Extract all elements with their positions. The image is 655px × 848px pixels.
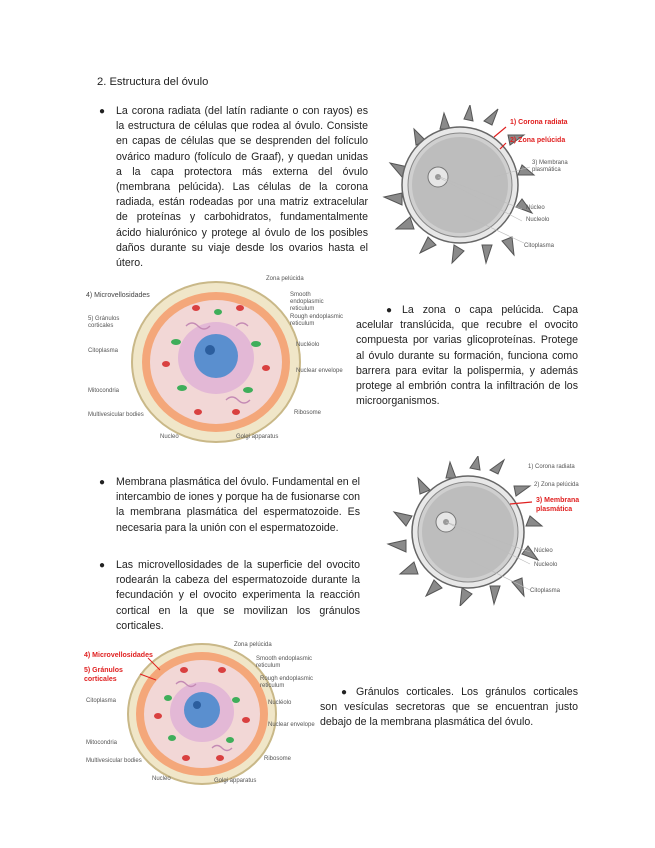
label-nucleo-bottom: Nucleo [160,434,179,440]
label-citoplasma: Citoplasma [88,348,119,354]
label-nucleo: Núcleo [526,205,545,211]
label-nucleolo: Nucleolo [534,562,558,568]
label-multivesicular-bodies: Multivesicular bodies [86,758,142,764]
label-corona-radiata: 1) Corona radiata [528,464,575,470]
label-ribosome: Ribosome [264,756,292,762]
label-membrana-plasmatica: 3) Membrana plasmática [532,160,568,173]
label-smooth-er: Smooth endoplasmic reticulum [290,292,324,312]
label-granulos-corticales: 5) Gránulos corticales [84,667,123,683]
label-corona-radiata: 1) Corona radiata [510,119,568,126]
label-nuclear-envelope: Nuclear envelope [296,368,343,374]
label-nucleolo: Nucléolo [296,342,320,348]
paragraph-granulos-corticales: Gránulos corticales. Los gránulos corticales son vesículas secretoras que se encuentran justo debajo de la membrana plasmática del óvulo. [320,686,578,729]
label-citoplasma: Citoplasma [86,698,117,704]
label-zona-pelucida: 2) Zona pelúcida [510,137,566,144]
label-golgi: Golgi apparatus [214,778,257,784]
label-citoplasma: Citoplasma [524,243,555,249]
label-microvellosidades: 4) Microvellosidades [86,292,150,299]
label-membrana-plasmatica: 3) Membrana plasmática [536,497,580,513]
paragraph-membrana-plasmatica: Membrana plasmática del óvulo. Fundamental en el intercambio de iones y porque ha de fusionarse con la membrana plasmática del espermatozoide. Es necesaria para la unión con el espermatozoide. [116,476,360,534]
label-zona-pelucida: Zona pelúcida [266,276,304,282]
paragraph-microvellosidades: Las microvellosidades de la superficie del ovocito rodearán la cabeza del espermatozoide durante la fecundación y el ovocito experimenta la reacción cortical en la que se movilizan los gránulos corticales. [116,559,360,632]
paragraph-corona-radiata: La corona radiata (del latín radiante o con rayos) es la estructura de células que rodea al óvulo. Consiste en capas de células que se desprenden del folículo ovárico maduro (folículo de Graaf), y quedan unidas a la capa protectora más externa del óvulo (membrana pelúcida). Las células de la corona radiada, están rodeadas por una matriz extracelular de proteínas y carbohidratos, fundamentalmente ácido hialurónico y protege al óvulo de los posibles daños durante su viaje desde los ovarios hasta el útero. [116,105,368,270]
paragraph-zona-pelucida: La zona o capa pelúcida. Capa acelular translúcida, que recubre el ovocito compuesta por varias glicoproteínas. Protege al óvulo durante su formación, funciona como barrera para evitar la polispermia, y además protege al embrión contra la infiltración de los microorganismos. [356,304,578,408]
bullet-marker: ● [99,560,106,571]
label-golgi: Golgi apparatus [236,434,279,440]
label-citoplasma: Citoplasma [530,588,561,594]
figure-oocyte-granules [84,640,316,790]
label-ribosome: Ribosome [294,410,322,416]
label-microvellosidades: 4) Microvellosidades [84,652,153,659]
label-rough-er: Rough endoplasmic reticulum [290,314,344,327]
figure-oocyte-corona [374,105,586,265]
label-smooth-er: Smooth endoplasmic reticulum [256,656,313,669]
label-mitocondria: Mitocondria [86,740,118,746]
bullet-marker: ● [99,106,106,117]
figure-oocyte-membrane [380,456,590,606]
bullet-marker: ● [386,305,393,316]
label-nuclear-envelope: Nuclear envelope [268,722,315,728]
label-nucleo: Núcleo [534,548,553,554]
label-zona-pelucida: Zona pelúcida [234,642,272,648]
label-nucleo-bottom: Nucleo [152,776,171,782]
figure-oocyte-organelles [86,272,348,450]
label-mitocondria: Mitocondria [88,388,120,394]
label-granulos-corticales: 5) Gránulos corticales [88,316,120,329]
bullet-marker: ● [99,477,106,488]
label-nucleolo: Nucleolo [526,217,550,223]
label-nucleolo: Nucléolo [268,700,292,706]
label-multivesicular-bodies: Multivesicular bodies [88,412,144,418]
section-heading: 2. Estructura del óvulo [97,76,209,88]
label-rough-er: Rough endoplasmic reticulum [260,676,314,689]
bullet-marker: ● [341,687,348,698]
label-zona-pelucida: 2) Zona pelúcida [534,482,579,488]
